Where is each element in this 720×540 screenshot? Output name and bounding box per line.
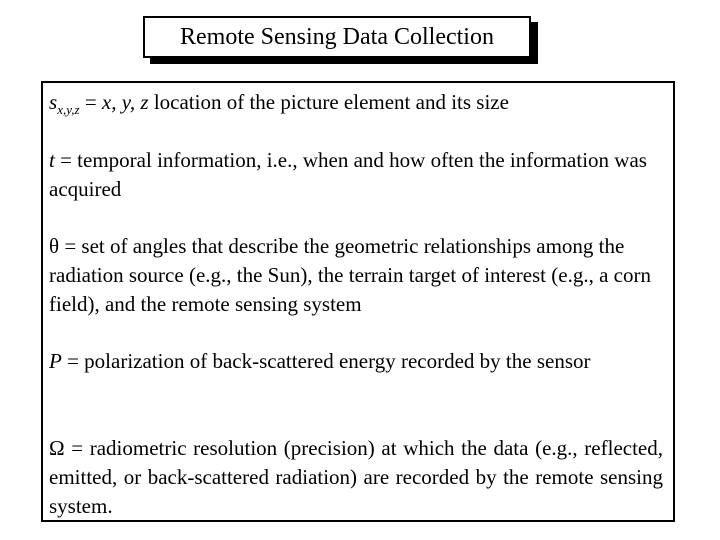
item-spatial	[49, 88, 663, 117]
item-polarization	[49, 347, 663, 376]
slide-title-text: Remote Sensing Data Collection	[180, 23, 494, 50]
item-temporal-symbol: t	[49, 148, 55, 172]
item-temporal-text: = temporal information, i.e., when and how often the information was acquired	[49, 148, 647, 201]
item-angles-symbol: θ	[49, 234, 60, 258]
item-spatial-symbol: s	[49, 90, 58, 114]
item-polarization-text: = polarization of back-scattered energy recorded by the sensor	[61, 349, 591, 373]
item-temporal	[49, 146, 663, 204]
item-radiometric	[49, 434, 663, 521]
item-radiometric-symbol: Ω	[49, 436, 65, 460]
item-spatial-subscript: x,y,z	[57, 102, 80, 117]
item-radiometric-text: = radiometric resolution (precision) at which the data (e.g., reflected, emitted, or back-scattered radiation) are recorded by the remote sensing system.	[49, 436, 663, 518]
item-angles	[49, 232, 663, 319]
content-box	[41, 81, 675, 522]
slide-title	[143, 16, 531, 58]
item-spatial-equals: =	[79, 90, 102, 114]
item-spatial-text: location of the picture element and its size	[148, 90, 509, 114]
item-angles-text: = set of angles that describe the geometric relationships among the radiation source (e.g., the Sun), the terrain target of interest (e.g., a corn field), and the remote sensing system	[49, 234, 651, 316]
item-spatial-coords: x, y, z	[101, 90, 149, 114]
item-polarization-symbol: P	[49, 349, 62, 373]
